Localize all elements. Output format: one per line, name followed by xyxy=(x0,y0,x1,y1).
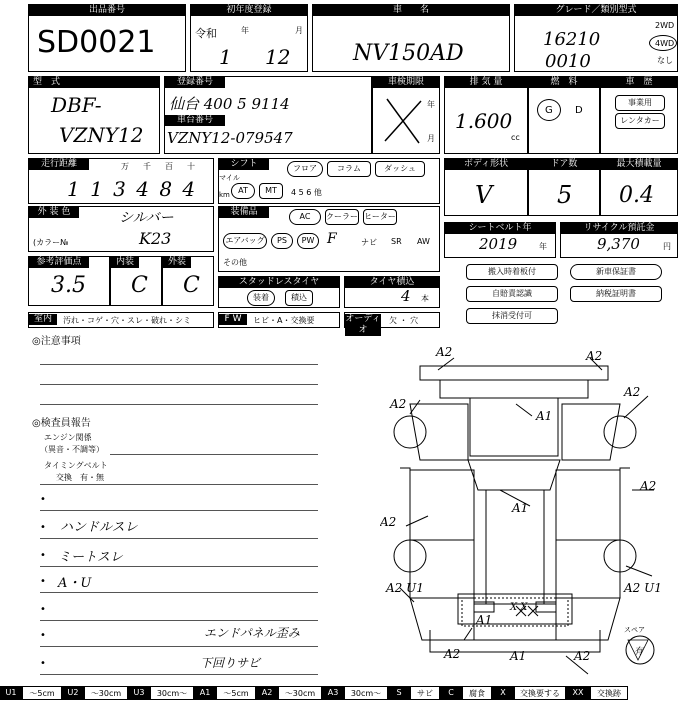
mileage-box xyxy=(28,158,240,204)
equip-pw-value: F xyxy=(327,231,337,247)
shift-gears: 4 5 6 他 xyxy=(291,188,322,197)
legend-val-a2: 〜30cm xyxy=(278,686,322,700)
mark-rear-left: A2 xyxy=(444,647,461,661)
legend-key-xx: XX xyxy=(566,686,590,700)
drive-4wd: 4WD xyxy=(655,39,675,48)
shift-column: コラム xyxy=(327,161,371,177)
inspector-header: ◎検査員報告 xyxy=(32,418,91,429)
fuel-label: 燃 料 xyxy=(529,77,599,88)
inspection-cross-mark xyxy=(381,95,425,147)
right-mirror xyxy=(620,468,630,478)
inspection-label: 車検期限 xyxy=(373,77,439,88)
history-box xyxy=(600,76,678,154)
color-code-value: K23 xyxy=(139,229,172,248)
mileage-unit-man: 万 xyxy=(121,162,129,171)
model-name-value: NV150AD xyxy=(353,41,464,66)
note-seat-wear: ミートスレ xyxy=(58,550,123,565)
legend-val-xx: 交換跡 xyxy=(590,686,628,700)
mileage-unit-juu: 十 xyxy=(187,162,195,171)
legend-val-a1: 〜5cm xyxy=(216,686,256,700)
legend-val-u1: 〜5cm xyxy=(22,686,62,700)
caution-line-1 xyxy=(40,364,318,365)
bullet-line-3 xyxy=(40,566,318,567)
audio-label: オーディオ xyxy=(345,314,381,335)
legend-key-a1: A1 xyxy=(194,686,216,700)
exterior-grade-label: 外装 xyxy=(163,257,191,268)
fw-items: ヒビ・A・交換要 xyxy=(253,316,315,325)
model-name-label: 車 名 xyxy=(313,5,509,16)
note-end-panel: エンドパネル歪み xyxy=(204,626,300,640)
load-box xyxy=(600,158,678,216)
front-bumper xyxy=(420,366,608,380)
history-rental: レンタカー xyxy=(615,113,665,129)
equip-cooler: クーラー xyxy=(325,209,359,225)
engine-line xyxy=(110,454,318,455)
equip-aw: AW xyxy=(417,237,430,246)
equipment-box xyxy=(218,206,440,272)
color-box xyxy=(28,206,214,252)
seatbelt-box xyxy=(444,222,556,258)
displacement-label: 排 気 量 xyxy=(445,77,527,88)
type-line2: VZNY12 xyxy=(59,123,144,147)
lot-number-box xyxy=(28,4,186,72)
bullet-line-1 xyxy=(40,510,318,511)
legend-val-c: 腐食 xyxy=(462,686,492,700)
inspection-month-unit: 月 xyxy=(427,134,435,143)
mark-front-left: A2 xyxy=(436,345,453,359)
seatbelt-label: シートベルト年 xyxy=(445,223,555,234)
timing-line xyxy=(40,484,318,485)
right-front-fender xyxy=(562,404,620,460)
grade-label: グレード／類別型式 xyxy=(515,5,677,16)
color-value: シルバー xyxy=(119,210,174,226)
mileage-label: 走行距離 xyxy=(29,159,89,170)
tire-value: 4 xyxy=(401,287,411,305)
hood xyxy=(470,398,558,456)
mark-hood: A1 xyxy=(536,409,553,423)
type-label: 型 式 xyxy=(29,77,159,88)
engine-label: エンジン関係 xyxy=(44,433,92,442)
grade-value: 16210 xyxy=(543,29,601,50)
interior-condition-box xyxy=(28,312,214,328)
year-unit: 年 xyxy=(241,26,249,35)
interior-condition-label: 室内 xyxy=(29,314,57,325)
legend-val-u3: 30cm〜 xyxy=(150,686,194,700)
model-name-box xyxy=(312,4,510,72)
body-label: ボディ形状 xyxy=(445,159,527,170)
shift-dash: ダッシュ xyxy=(375,161,425,177)
left-rear-panel xyxy=(410,598,474,640)
equipment-label: 装備品 xyxy=(219,207,269,218)
first-registration-box xyxy=(190,4,308,72)
documents-box xyxy=(444,260,678,326)
equip-other: その他 xyxy=(223,258,247,267)
mark-front-right: A2 xyxy=(586,349,603,363)
left-front-door xyxy=(410,470,474,540)
mileage-unit-sen: 千 xyxy=(143,162,151,171)
mark-rear-bumper: A1 xyxy=(510,649,527,663)
doors-box xyxy=(528,158,600,216)
registration-box xyxy=(164,76,372,154)
legend-key-c: C xyxy=(440,686,462,700)
mark-left-fender: A2 xyxy=(390,397,407,411)
legend-key-u1: U1 xyxy=(0,686,22,700)
spare-label-text: スペア xyxy=(624,626,645,634)
bullet-5: • xyxy=(40,604,46,615)
color-code-label: (カラー№ xyxy=(33,238,69,247)
shift-at: AT xyxy=(231,183,255,199)
bullet-line-5 xyxy=(40,620,318,621)
bullet-line-6 xyxy=(40,646,318,647)
recycle-yen: 円 xyxy=(663,242,671,251)
drive-4wd-circle xyxy=(649,35,677,51)
drive-none: なし xyxy=(657,56,673,65)
first-registration-month: 12 xyxy=(265,45,291,69)
body-box xyxy=(444,158,528,216)
mileage-mile: マイル xyxy=(219,174,240,182)
studless-loaded: 積込 xyxy=(285,290,313,306)
legend-val-a3: 30cm〜 xyxy=(344,686,388,700)
mark-roof: A1 xyxy=(512,501,529,515)
grade-box xyxy=(514,4,678,72)
mark-left-door: A2 xyxy=(380,515,397,529)
caution-header: ◎注意事項 xyxy=(32,336,81,347)
legend-val-s: サビ xyxy=(410,686,440,700)
chassis-value: VZNY12-079547 xyxy=(167,129,293,147)
registration-label: 登録番号 xyxy=(165,77,225,88)
left-front-fender xyxy=(410,404,468,460)
right-rear-panel xyxy=(556,598,620,640)
displacement-box xyxy=(444,76,528,154)
month-unit: 月 xyxy=(295,26,303,35)
bullet-1: • xyxy=(40,494,46,505)
equip-navi: ナビ xyxy=(361,238,377,247)
bullet-4: • xyxy=(40,576,46,587)
bullet-line-4 xyxy=(40,592,318,593)
history-business: 事業用 xyxy=(615,95,665,111)
seatbelt-value: 2019 xyxy=(479,235,518,253)
legend-key-u3: U3 xyxy=(128,686,150,700)
doc-warranty: 新車保証書 xyxy=(570,264,662,280)
score-label: 参考評価点 xyxy=(29,257,89,268)
history-label: 車 歴 xyxy=(601,77,677,88)
shift-label: シフト xyxy=(219,159,269,170)
legend-key-x: X xyxy=(492,686,514,700)
doc-plate: 搬入時着板付 xyxy=(466,264,558,280)
color-label: 外 装 色 xyxy=(29,207,79,218)
studless-mounted: 装着 xyxy=(247,290,275,306)
score-value: 3.5 xyxy=(51,273,86,298)
shift-floor: フロア xyxy=(287,161,323,177)
studless-box xyxy=(218,276,340,308)
mark-right-fender: A2 xyxy=(624,385,641,399)
load-label: 最大積載量 xyxy=(601,159,677,170)
era-label: 令和 xyxy=(195,27,217,40)
equip-heater: ヒーター xyxy=(363,209,397,225)
bullet-6: • xyxy=(40,630,46,641)
damage-legend xyxy=(0,686,700,700)
lot-number-value: SD0021 xyxy=(37,25,156,60)
type-box xyxy=(28,76,160,154)
recycle-label: リサイクル預託金 xyxy=(561,223,677,234)
shift-mt: MT xyxy=(259,183,283,199)
inspection-box xyxy=(372,76,440,154)
equip-airbag: エアバッグ xyxy=(223,233,267,249)
doors-value: 5 xyxy=(557,181,573,209)
fuel-g: G xyxy=(545,105,553,116)
lot-number-label: 出品番号 xyxy=(29,5,185,16)
legend-key-a3: A3 xyxy=(322,686,344,700)
exterior-grade-value: C xyxy=(183,273,200,298)
right-front-door xyxy=(556,470,620,540)
seatbelt-year-unit: 年 xyxy=(539,242,547,251)
doc-tax: 納税証明書 xyxy=(570,286,662,302)
doc-insurance: 自賠責認識 xyxy=(466,286,558,302)
equip-ps: PS xyxy=(271,233,293,249)
bullet-7: • xyxy=(40,658,46,669)
recycle-box xyxy=(560,222,678,258)
displacement-value: 1.600 xyxy=(455,109,513,133)
note-au: A・U xyxy=(58,576,92,591)
audio-box xyxy=(344,312,440,335)
legend-key-u2: U2 xyxy=(62,686,84,700)
timing-label: タイミングベルト xyxy=(44,461,108,470)
chassis-label: 車台番号 xyxy=(165,115,225,126)
bullet-line-7 xyxy=(40,674,318,675)
shift-box xyxy=(218,158,440,204)
mileage-unit-hyaku: 百 xyxy=(165,162,173,171)
mileage-km: km xyxy=(219,191,230,199)
car-damage-diagram xyxy=(380,340,690,686)
equip-pw: PW xyxy=(297,233,319,249)
studless-label: スタッドレスタイヤ xyxy=(219,277,339,288)
wheel-front-left xyxy=(394,416,426,448)
wheel-front-right xyxy=(604,416,636,448)
recycle-value: 9,370 xyxy=(597,235,640,253)
mark-rear-right: A2 xyxy=(574,649,591,663)
inspection-year-unit: 年 xyxy=(427,100,435,109)
equip-sr: SR xyxy=(391,237,402,246)
interior-grade-label: 内装 xyxy=(111,257,139,268)
fuel-box xyxy=(528,76,600,154)
engine-sub: （異音・不調等） xyxy=(40,445,104,454)
bullet-3: • xyxy=(40,550,46,561)
legend-val-u2: 〜30cm xyxy=(84,686,128,700)
tire-label: タイヤ積込 xyxy=(345,277,439,288)
registration-value: 仙台 400 5 9114 xyxy=(169,95,290,113)
equip-ac: AC xyxy=(289,209,321,225)
left-mirror xyxy=(400,468,410,478)
fuel-d: D xyxy=(575,105,583,116)
bullet-line-2 xyxy=(40,538,318,539)
caution-line-2 xyxy=(40,384,318,385)
mark-rear-gate: A1 xyxy=(476,613,493,627)
audio-items: 欠 ・ 穴 xyxy=(389,316,419,325)
type-line1: DBF- xyxy=(51,93,102,117)
fw-box xyxy=(218,312,340,328)
doors-label: ドア数 xyxy=(529,159,599,170)
score-box xyxy=(28,256,110,306)
mark-right-door: A2 xyxy=(640,479,657,493)
fw-label: F W xyxy=(219,314,247,325)
tire-unit: 本 xyxy=(421,294,429,303)
first-registration-label: 初年度登録 xyxy=(191,5,307,16)
legend-val-x: 交換要する xyxy=(514,686,566,700)
first-registration-year: 1 xyxy=(219,45,232,69)
legend-key-s: S xyxy=(388,686,410,700)
front-grille xyxy=(440,380,588,398)
timing-sub: 交換 有・無 xyxy=(56,473,104,482)
windshield xyxy=(468,460,560,490)
spare-value-text: 有 xyxy=(634,647,644,657)
interior-condition-items: 汚れ・コゲ・穴・スレ・破れ・シミ xyxy=(63,316,191,325)
interior-grade-box xyxy=(110,256,162,306)
interior-grade-value: C xyxy=(131,273,148,298)
tire-box xyxy=(344,276,440,308)
note-handle-wear: ハンドルスレ xyxy=(60,520,138,535)
mark-right-rear: A2 U1 xyxy=(624,581,662,595)
load-value: 0.4 xyxy=(619,183,654,208)
note-underbody-rust: 下回りサビ xyxy=(200,656,261,670)
exterior-grade-box xyxy=(162,256,214,306)
mark-xx: X X xyxy=(510,602,528,613)
body-value: V xyxy=(475,181,493,209)
legend-key-a2: A2 xyxy=(256,686,278,700)
class-value: 0010 xyxy=(545,51,591,72)
cc-unit: cc xyxy=(511,133,520,142)
caution-line-3 xyxy=(40,404,318,405)
bullet-2: • xyxy=(40,522,46,533)
mileage-value: 1 1 3 4 8 4 xyxy=(67,177,198,201)
mark-left-rear: A2 U1 xyxy=(386,581,424,595)
drive-2wd: 2WD xyxy=(655,21,675,30)
doc-deregister: 抹消受付可 xyxy=(466,308,558,324)
